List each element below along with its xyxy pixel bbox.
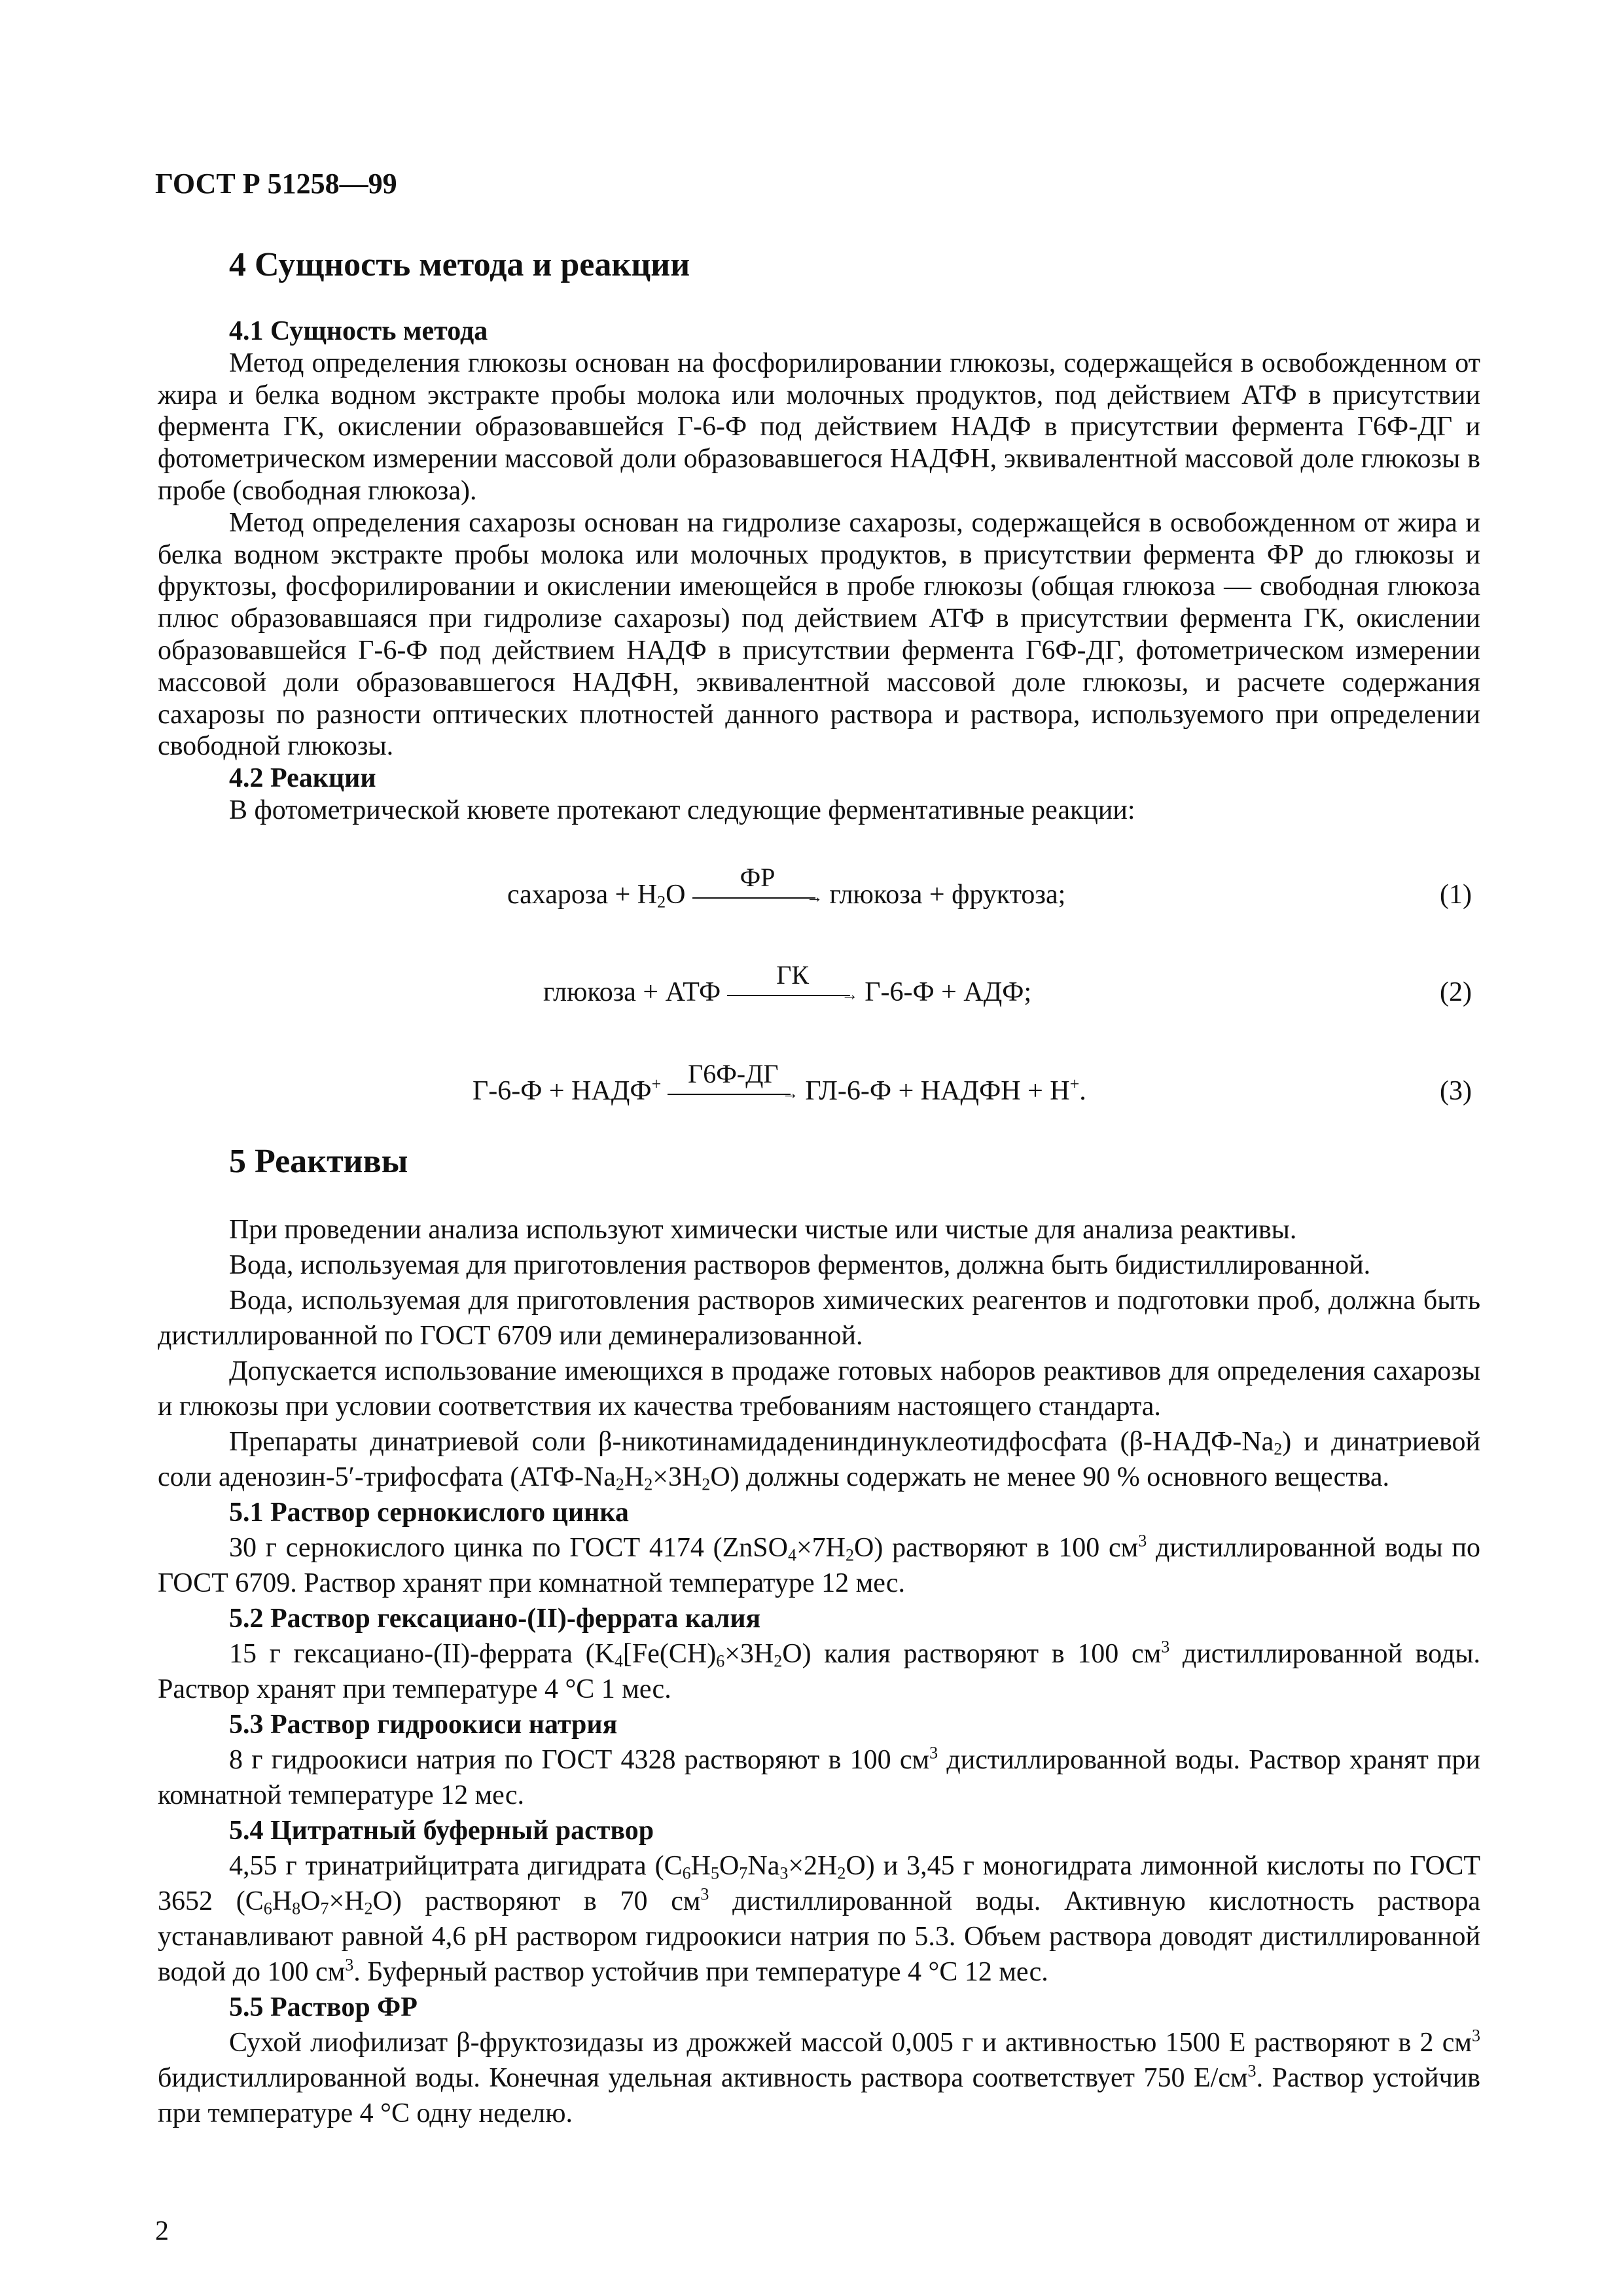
section-5-body: [158, 1212, 1480, 2131]
reaction-equation: [507, 863, 1066, 912]
subsection-heading: 5.1 Раствор сернокислого цинка: [229, 1498, 629, 1528]
enzyme-label: ФР: [740, 863, 776, 893]
subsection-heading: 4.2 Реакции: [229, 763, 376, 794]
subscript: 3: [779, 1863, 789, 1883]
enzyme-label: Г6Ф-ДГ: [688, 1059, 779, 1089]
subsection-heading: 4.1 Сущность метода: [229, 316, 488, 346]
subscript: 2: [702, 1475, 711, 1494]
subscript: 5: [711, 1863, 720, 1883]
reactants: глюкоза + АТФ: [543, 977, 721, 1007]
paragraph: В фотометрической кювете протекают следующие ферментативные реакции:: [229, 795, 1135, 825]
enzyme-label: ГК: [776, 960, 810, 990]
subsection-heading: 5.3 Раствор гидроокиси натрия: [229, 1710, 618, 1740]
subscript: 2: [837, 1863, 846, 1883]
paragraph: Препараты динатриевой соли β-никотинамидадениндинуклеотидфосфата $(\beta-НАДФ-Na_2)$ и динатриевой соли аденозин-5′-трифосфата $(АТФ-Na_2H_2\times 3H_2O)$ должны содержать не менее 90 % основного вещества.: [158, 1427, 1480, 1494]
subscript: 2: [774, 1651, 783, 1671]
superscript: 3: [1161, 1637, 1170, 1657]
section-4-title: 4 Сущность метода и реакции: [229, 246, 690, 283]
superscript: +: [651, 1074, 662, 1094]
equation-number: (1): [1440, 880, 1472, 910]
superscript: 3: [929, 1743, 938, 1763]
paragraph: Сухой лиофилизат β-фруктозидазы из дрожжей массой 0,005 г и активностью 1500 Е растворяют в 2 $см^3$ бидистиллированной воды. Конечная удельная активность раствора соответствует 750 $Е/см^3$. Раствор устойчив при температуре 4 °С одну неделю.: [158, 2026, 1480, 2128]
subscript: 2: [615, 1475, 624, 1494]
reaction-arrow-icon: → ФР: [692, 890, 823, 903]
reactants: сахароза + $H_2O$: [507, 880, 686, 912]
paragraph: 15 г гексациано-(II)-феррата ($K_4[Fe(CH)_6\times 3H_2O)$ калия растворяют в 100 $см^3$ дистиллированной воды. Раствор хранят при температуре 4 °С 1 мес.: [158, 1637, 1481, 1704]
equation-number: (3): [1440, 1076, 1472, 1106]
subsection-heading: 5.2 Раствор гексациано-(II)-феррата калия: [229, 1604, 761, 1634]
subscript: 2: [657, 892, 666, 912]
section-4-body: [158, 315, 1480, 827]
subscript: 2: [644, 1475, 653, 1494]
equation-number: (2): [1440, 977, 1472, 1007]
paragraph: 4,55 г тринатрийцитрата дигидрата $(C_6H_5O_7Na_3\times 2H_2O)$ и 3,45 г моногидрата лимонной кислоты по ГОСТ 3652 $(C_6H_8O_7\times H_2O)$ растворяют в 70 $см^3$ дистиллированной воды. Активную кислотность раствора устанавливают равной 4,6 рН раствором гидроокиси натрия по 5.3. Объем раствора доводят дистиллированной водой до 100 $см^3$. Буферный раствор устойчив при температуре 4 °С 12 мес.: [158, 1851, 1480, 1987]
reactants: Г-6-Ф + НАДФ+: [473, 1074, 662, 1106]
subscript: 7: [320, 1899, 329, 1918]
paragraph: Вода, используемая для приготовления растворов химических реагентов и подготовки проб, должна быть дистиллированной по ГОСТ 6709 или деминерализованной.: [158, 1285, 1480, 1351]
section-5-title: 5 Реактивы: [229, 1143, 408, 1180]
subscript: 4: [787, 1545, 796, 1565]
superscript: 3: [1247, 2061, 1257, 2081]
subscript: 7: [739, 1863, 748, 1883]
paragraph: 8 г гидроокиси натрия по ГОСТ 4328 растворяют в 100 $см^3$ дистиллированной воды. Раствор хранят при комнатной температуре 12 мес.: [158, 1743, 1480, 1810]
superscript: +: [1069, 1074, 1080, 1094]
document-header: ГОСТ Р 51258—99: [155, 168, 397, 200]
superscript: 3: [1138, 1531, 1147, 1551]
reaction-equation: [543, 960, 1032, 1008]
subscript: 2: [846, 1545, 855, 1565]
paragraph: При проведении анализа используют химически чистые или чистые для анализа реактивы.: [229, 1215, 1297, 1245]
products: Г-6-Ф + АДФ;: [865, 977, 1032, 1007]
subscript: 2: [364, 1899, 373, 1918]
reaction-arrow-icon: → ГК: [727, 988, 858, 1001]
paragraph: 30 г сернокислого цинка по ГОСТ 4174 $(ZnSO_4\times 7H_2O)$ растворяют в 100 $см^3$ дистиллированной воды по ГОСТ 6709. Раствор хранят при комнатной температуре 12 мес.: [158, 1531, 1481, 1598]
superscript: 3: [700, 1884, 709, 1904]
paragraph: Допускается использование имеющихся в продаже готовых наборов реактивов для определения сахарозы и глюкозы при условии соответствия их качества требованиям настоящего стандарта.: [158, 1356, 1480, 1422]
subscript: 2: [1274, 1439, 1283, 1459]
paragraph: Метод определения сахарозы основан на гидролизе сахарозы, содержащейся в освобожденном от жира и белка водном экстракте пробы молока или молочных продуктов, в присутствии фермента ФР до глюкозы и фруктозы, фосфорилировании и окислении имеющейся в пробе глюкозы (общая глюкоза — свободная глюкоза плюс образовавшаяся при гидролизе сахарозы) под действием АТФ в присутствии фермента ГК, окислении образовавшейся Г-6-Ф под действием НАДФ в присутствии фермента Г6Ф-ДГ, фотометрическом измерении массовой доли образовавшегося НАДФН, эквивалентной массовой доле глюкозы, и расчете содержания сахарозы по разности оптических плотностей данного раствора и раствора, используемого при определении свободной глюкозы.: [158, 507, 1480, 762]
subscript: 4: [614, 1651, 623, 1671]
subscript: 6: [263, 1899, 272, 1918]
products: глюкоза + фруктоза;: [829, 880, 1066, 910]
subscript: 6: [682, 1863, 691, 1883]
paragraph: Вода, используемая для приготовления растворов ферментов, должна быть бидистиллированной.: [229, 1250, 1371, 1280]
superscript: 3: [345, 1955, 354, 1975]
superscript: 3: [1471, 2026, 1480, 2045]
products: ГЛ-6-Ф + НАДФН + Н+.: [805, 1074, 1086, 1106]
paragraph: Метод определения глюкозы основан на фосфорилировании глюкозы, содержащейся в освобожденном от жира и белка водном экстракте пробы молока или молочных продуктов, под действием АТФ в присутствии фермента ГК, окислении образовавшейся Г-6-Ф под действием НАДФ в присутствии фермента Г6Ф-ДГ и фотометрическом измерении массовой доли образовавшегося НАДФН, эквивалентной массовой доле глюкозы в пробе (свободная глюкоза).: [158, 348, 1480, 506]
reaction-equation: [473, 1059, 1086, 1107]
subsection-heading: 5.5 Раствор ФР: [229, 1992, 418, 2022]
subsection-heading: 5.4 Цитратный буферный раствор: [229, 1816, 654, 1846]
subscript: 8: [292, 1899, 301, 1918]
page-number: 2: [155, 2216, 169, 2246]
reaction-arrow-icon: → Г6Ф-ДГ: [668, 1086, 798, 1100]
subscript: 6: [716, 1651, 725, 1671]
